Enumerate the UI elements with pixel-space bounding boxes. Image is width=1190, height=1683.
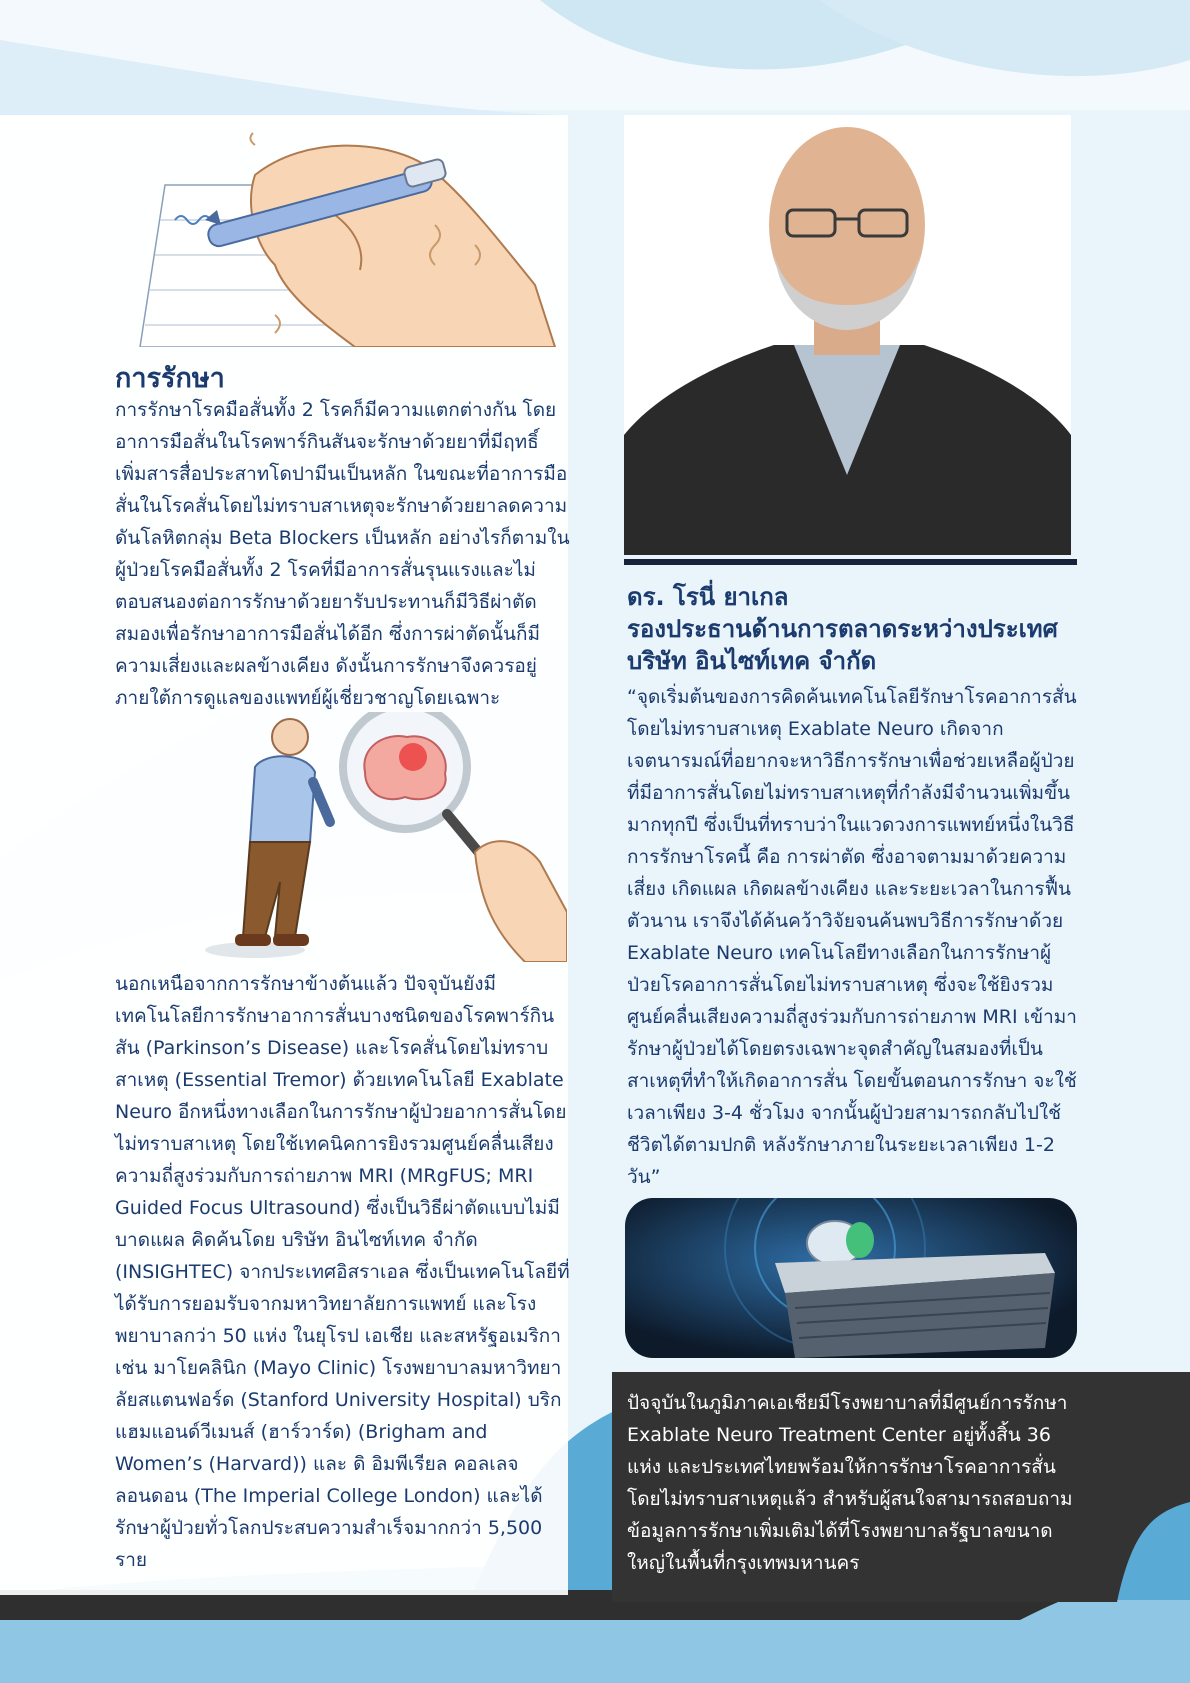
hand-writing-illustration xyxy=(135,125,565,347)
technology-paragraph: นอกเหนือจากการรักษาข้างต้นแล้ว ปัจจุบันยังมีเทคโนโลยีการรักษาอาการสั่นบางชนิดของโรคพาร์กินสัน (Parkinson’s Disease) และโรคสั่นโดยไม่ทราบสาเหตุ (Essential Tremor) ด้วยเทคโนโลยี Exablate Neuro อีกหนึ่งทางเลือกในการรักษาผู้ป่วยอาการสั่นโดยไม่ทราบสาเหตุ โดยใช้เทคนิคการยิงรวมศูนย์คลื่นเสียงความถี่สูงร่วมกับการถ่ายภาพ MRI (MRgFUS; MRI Guided Focus Ultrasound) ซึ่งเป็นวิธีผ่าตัดแบบไม่มีบาดแผล คิดค้นโดย บริษัท อินไซท์เทค จำกัด (INSIGHTEC) จากประเทศอิสราเอล ซึ่งเป็นเทคโนโลยีที่ได้รับการยอมรับจากมหาวิทยาลัยการแพทย์ และโรงพยาบาลกว่า 50 แห่ง ในยุโรป เอเชีย และสหรัฐอเมริกา เช่น มาโยคลินิก (Mayo Clinic) โรงพยาบาลมหาวิทยาลัยสแตนฟอร์ด (Stanford University Hospital) บริกแฮมแอนด์วีเมนส์ (ฮาร์วาร์ด) (Brigham and Women’s (Harvard)) และ ดิ อิมพีเรียล คอลเลจ ลอนดอน (The Imperial College London) และได้รักษาผู้ป่วยทั่วโลกประสบความสำเร็จมากกว่า 5,500 ราย xyxy=(115,973,570,1571)
treatment-paragraph: การรักษาโรคมือสั่นทั้ง 2 โรคก็มีความแตกต่างกัน โดยอาการมือสั่นในโรคพาร์กินสันจะรักษาด้วยยาที่มีฤทธิ์เพิ่มสารสื่อประสาทโดปามีนเป็นหลัก ในขณะที่อาการมือสั่นในโรคสั่นโดยไม่ทราบสาเหตุจะรักษาด้วยยาลดความดันโลหิตกลุ่ม Beta Blockers เป็นหลัก อย่างไรก็ตามในผู้ป่วยโรคมือสั่นทั้ง 2 โรคที่มีอาการสั่นรุนแรงและไม่ตอบสนองต่อการรักษาด้วยยารับประทานก็มีวิธีผ่าตัดสมองเพื่อรักษาอาการมือสั่นได้อีก ซึ่งการผ่าตัดนั้นก็มีความเสี่ยงและผลข้างเคียง ดังนั้นการรักษาจึงควรอยู่ภายใต้การดูแลของแพทย์ผู้เชี่ยวชาญโดยเฉพาะ xyxy=(115,399,570,709)
speaker-title: รองประธานด้านการตลาดระหว่างประเทศ xyxy=(627,615,1058,643)
closing-paragraph: ปัจจุบันในภูมิภาคเอเชียมีโรงพยาบาลที่มีศูนย์การรักษา Exablate Neuro Treatment Center อยู่ทั้งสิ้น 36 แห่ง และประเทศไทยพร้อมให้การรักษาโรคอาการสั่นโดยไม่ทราบสาเหตุแล้ว สำหรับผู้สนใจสามารถสอบถามข้อมูลการรักษาเพิ่มเติมได้ที่โรงพยาบาลรัฐบาลขนาดใหญ่ในพื้นที่กรุงเทพมหานคร xyxy=(627,1392,1073,1574)
speaker-name: ดร. โรนี่ ยาเกล xyxy=(627,583,789,611)
portrait-photo xyxy=(624,115,1071,555)
parkinson-brain-illustration xyxy=(195,712,567,962)
speaker-company: บริษัท อินไซท์เทค จำกัด xyxy=(627,647,877,675)
divider-rule xyxy=(624,559,1077,565)
speaker-quote: “จุดเริ่มต้นของการคิดค้นเทคโนโลยีรักษาโรคอาการสั่นโดยไม่ทราบสาเหตุ Exablate Neuro เกิดจากเจตนารมณ์ที่อยากจะหาวิธีการรักษาเพื่อช่วยเหลือผู้ป่วยที่มีอาการสั่นโดยไม่ทราบสาเหตุที่กำลังมีจำนวนเพิ่มขึ้นมากทุกปี ซึ่งเป็นที่ทราบว่าในแวดวงการแพทย์หนึ่งในวิธีการรักษาโรคนี้ คือ การผ่าตัด ซึ่งอาจตามมาด้วยความเสี่ยง เกิดแผล เกิดผลข้างเคียง และระยะเวลาในการฟื้นตัวนาน เราจึงได้ค้นคว้าวิจัยจนค้นพบวิธีการรักษาด้วย Exablate Neuro เทคโนโลยีทางเลือกในการรักษาผู้ป่วยโรคอาการสั่นโดยไม่ทราบสาเหตุ ซึ่งจะใช้ยิงรวมศูนย์คลื่นเสียงความถี่สูงร่วมกับการถ่ายภาพ MRI เข้ามารักษาผู้ป่วยได้โดยตรงเฉพาะจุดสำคัญในสมองที่เป็นสาเหตุที่ทำให้เกิดอาการสั่น โดยขั้นตอนการรักษา จะใช้เวลาเพียง 3-4 ชั่วโมง จากนั้นผู้ป่วยสามารถกลับไปใช้ชีวิตได้ตามปกติ หลังรักษาภายในระยะเวลาเพียง 1-2 วัน” xyxy=(627,686,1077,1188)
section-heading: การรักษา xyxy=(115,363,225,394)
mri-machine-photo xyxy=(625,1198,1077,1358)
speaker-block xyxy=(627,581,1107,677)
